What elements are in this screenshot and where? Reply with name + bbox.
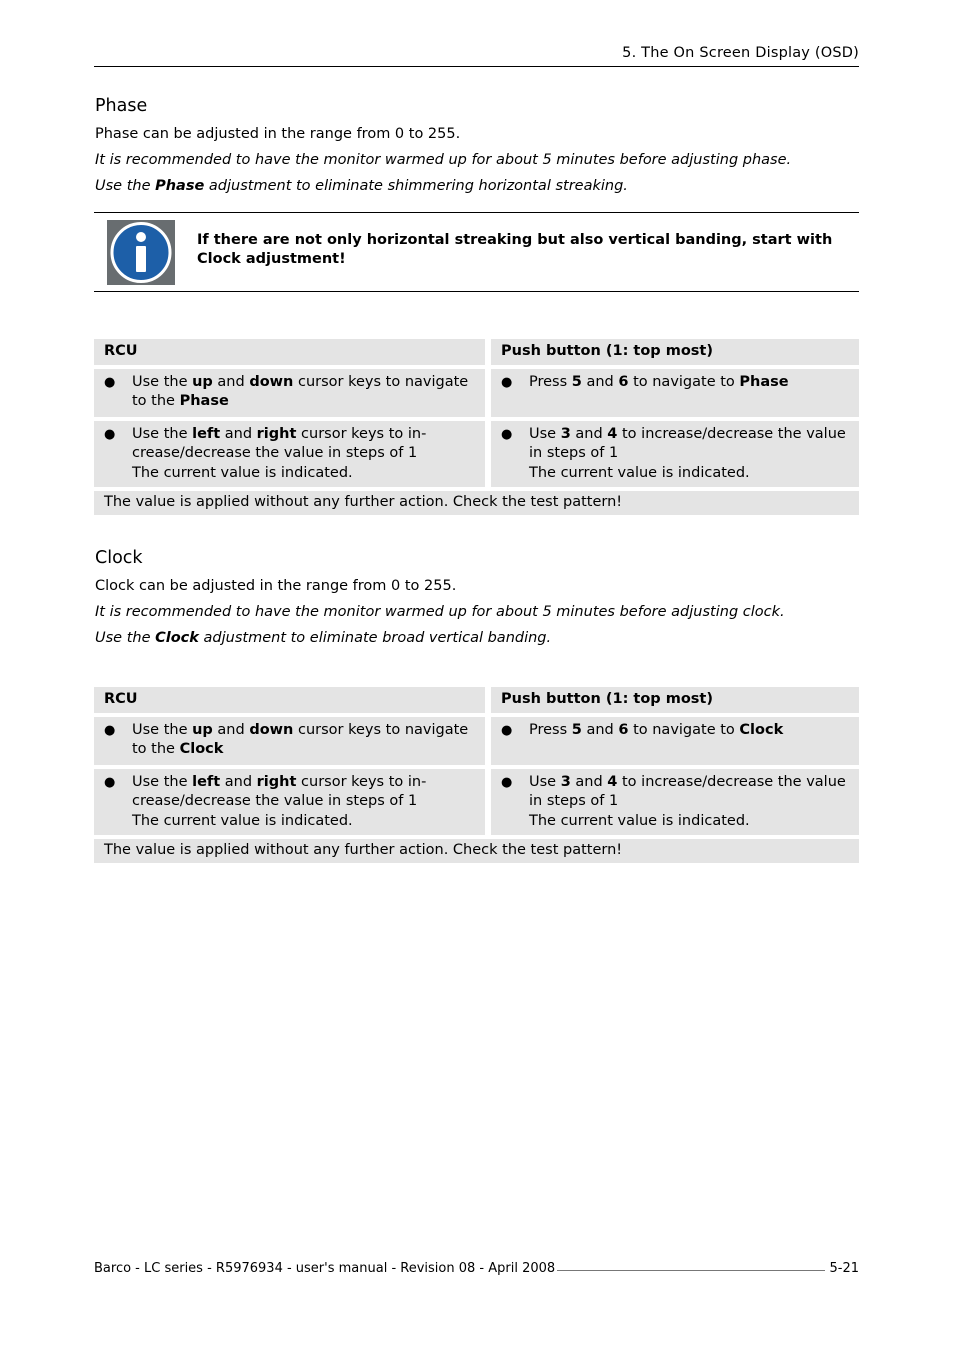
table-footer-text: The value is applied without any further action. Check the test pattern! [94,491,859,515]
push-adjust-cell: ● Use 3 and 4 to increase/decrease the value in steps of 1 The current value is indicated. [485,769,859,836]
table-row [94,769,859,836]
info-icon [107,220,175,285]
table-row [94,717,859,765]
phase-range-text: Phase can be adjusted in the range from 0 to 255. [95,126,461,142]
phase-warmup-text: It is recommended to have the monitor warmed up for about 5 minutes before adjusting phase. [95,152,792,168]
rcu-column-header: RCU [94,339,485,365]
info-note-text: If there are not only horizontal streaking but also vertical banding, start with Clock adjustment! [197,232,833,267]
push-navigate-cell: ● Press 5 and 6 to navigate to Phase [485,369,859,417]
phase-usage-text: Use the Phase adjustment to eliminate shimmering horizontal streaking. [95,178,628,194]
push-button-column-header: Push button (1: top most) [485,339,859,365]
clock-usage-text: Use the Clock adjustment to eliminate broad vertical banding. [95,630,552,646]
clock-warmup-text: It is recommended to have the monitor warmed up for about 5 minutes before adjusting clock. [95,604,785,620]
page-header [94,44,859,67]
clock-heading: Clock [95,548,143,568]
table-row [94,421,859,488]
info-note [94,212,859,292]
push-button-column-header: Push button (1: top most) [485,687,859,713]
bullet: ● [104,426,116,442]
table-header-row [94,687,859,713]
bullet: ● [104,374,116,390]
bullet: ● [501,374,513,390]
clock-controls-table [94,683,859,867]
chapter-title: 5. The On Screen Display (OSD) [622,45,859,61]
bullet: ● [501,426,513,442]
table-header-row [94,339,859,365]
page-number: 5-21 [825,1261,859,1276]
push-adjust-cell: ● Use 3 and 4 to increase/decrease the value in steps of 1 The current value is indicated. [485,421,859,488]
rcu-navigate-cell: ● Use the up and down cursor keys to navigate to the Phase [94,369,485,417]
clock-range-text: Clock can be adjusted in the range from 0 to 255. [95,578,457,594]
page-footer [94,1261,859,1279]
rcu-navigate-cell: ● Use the up and down cursor keys to navigate to the Clock [94,717,485,765]
table-footer-row [94,839,859,863]
table-footer-text: The value is applied without any further action. Check the test pattern! [94,839,859,863]
phase-controls-table [94,335,859,519]
bullet: ● [501,722,513,738]
bullet: ● [104,774,116,790]
bullet: ● [501,774,513,790]
rcu-adjust-cell: ● Use the left and right cursor keys to in-crease/decrease the value in steps of 1 The current value is indicated. [94,421,485,488]
rcu-column-header: RCU [94,687,485,713]
table-row [94,369,859,417]
table-footer-row [94,491,859,515]
phase-heading: Phase [95,96,148,116]
push-navigate-cell: ● Press 5 and 6 to navigate to Clock [485,717,859,765]
footer-document-info: Barco - LC series - R5976934 - user's manual - Revision 08 - April 2008 [94,1261,556,1276]
bullet: ● [104,722,116,738]
rcu-adjust-cell: ● Use the left and right cursor keys to in-crease/decrease the value in steps of 1 The current value is indicated. [94,769,485,836]
